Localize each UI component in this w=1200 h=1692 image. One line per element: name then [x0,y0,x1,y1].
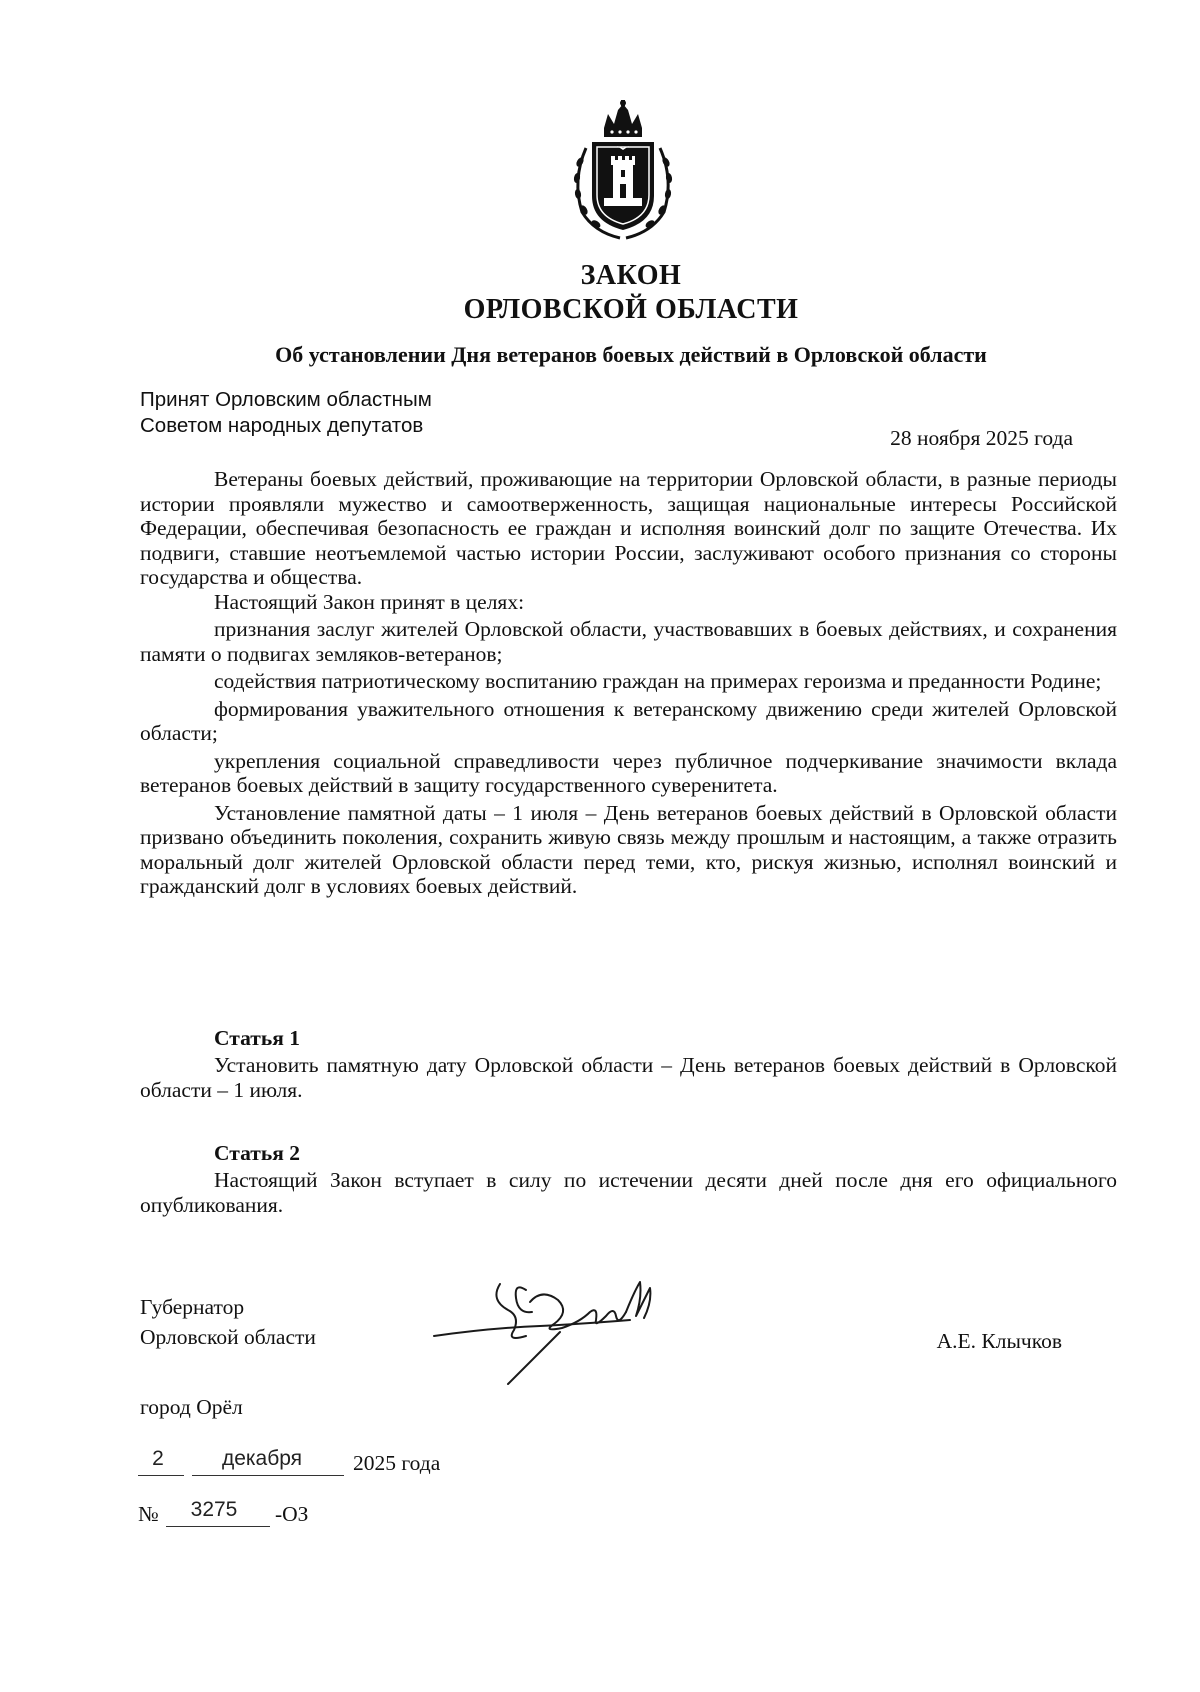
law-number [138,1498,538,1530]
adoption-block [140,387,432,439]
adoption-line-1: Принят Орловским областным [140,388,432,411]
signer-name: А.Е. Клычков [936,1329,1062,1353]
preamble-paragraph: Ветераны боевых действий, проживающие на территории Орловской области, в разные периоды истории проявляли мужество и самоотверженность, защищая национальные интересы Российской Федерации, обеспечивая безопасность ее граждан и исполняя воинский долг по защите Отечества. Их подвиги, ставшие неотъемлемой частью истории России, заслуживают особого признания со стороны государства и общества. [140,467,1117,589]
number-sign: № [138,1502,159,1526]
goal-item: укрепления социальной справедливости через публичное подчеркивание значимости вклада ветеранов боевых действий в защиту государственного суверенитета. [140,748,1117,797]
signature-icon [430,1272,690,1392]
position-line-1: Губернатор [140,1295,245,1319]
law-subtitle: Об установлении Дня ветеранов боевых действий в Орловской области [275,342,987,367]
signatory-position [140,1292,316,1352]
goal-item: признания заслуг жителей Орловской области, участвовавших в боевых действиях, и сохранения памяти о подвигах земляков-ветеранов; [140,617,1117,666]
article-1 [140,1026,1117,1103]
law-number-suffix: -ОЗ [275,1502,309,1526]
article-text: Настоящий Закон вступает в силу по истечении десяти дней после дня его официального опубликования. [140,1168,1117,1217]
signing-date [138,1447,538,1479]
article-text: Установить памятную дату Орловской области – День ветеранов боевых действий в Орловской области – 1 июля. [140,1053,1117,1102]
preamble [140,467,1117,899]
place-of-signing: город Орёл [140,1395,243,1419]
article-heading: Статья 1 [214,1026,300,1050]
day-underline [138,1475,184,1476]
coat-of-arms-icon [568,100,678,240]
number-underline [166,1526,270,1527]
signing-month: декабря [221,1447,303,1470]
adoption-line-2: Советом народных депутатов [140,414,424,437]
preamble-paragraph: Установление памятной даты – 1 июля – День ветеранов боевых действий в Орловской области призвано объединить поколения, сохранить живую связь между прошлым и настоящим, а также отразить моральный долг жителей Орловской области перед теми, кто, рискуя жизнью, исполнял воинский и гражданский долг в условиях боевых действий. [140,800,1117,898]
law-title: ЗАКОН [580,260,682,291]
law-number-value: 3275 [190,1498,238,1521]
preamble-paragraph: Настоящий Закон принят в целях: [214,589,525,614]
goal-item: формирования уважительного отношения к ветеранскому движению среди жителей Орловской области; [140,696,1117,745]
article-2 [140,1141,1117,1218]
article-heading: Статья 2 [214,1141,300,1165]
adoption-date: 28 ноября 2025 года [890,426,1073,450]
position-line-2: Орловской области [140,1325,316,1349]
signing-day: 2 [152,1447,164,1470]
signing-year: 2025 года [353,1451,441,1475]
month-underline [192,1475,344,1476]
goal-item: содействия патриотическому воспитанию граждан на примерах героизма и преданности Родине; [214,669,1102,693]
law-region-title: ОРЛОВСКОЙ ОБЛАСТИ [463,294,799,325]
